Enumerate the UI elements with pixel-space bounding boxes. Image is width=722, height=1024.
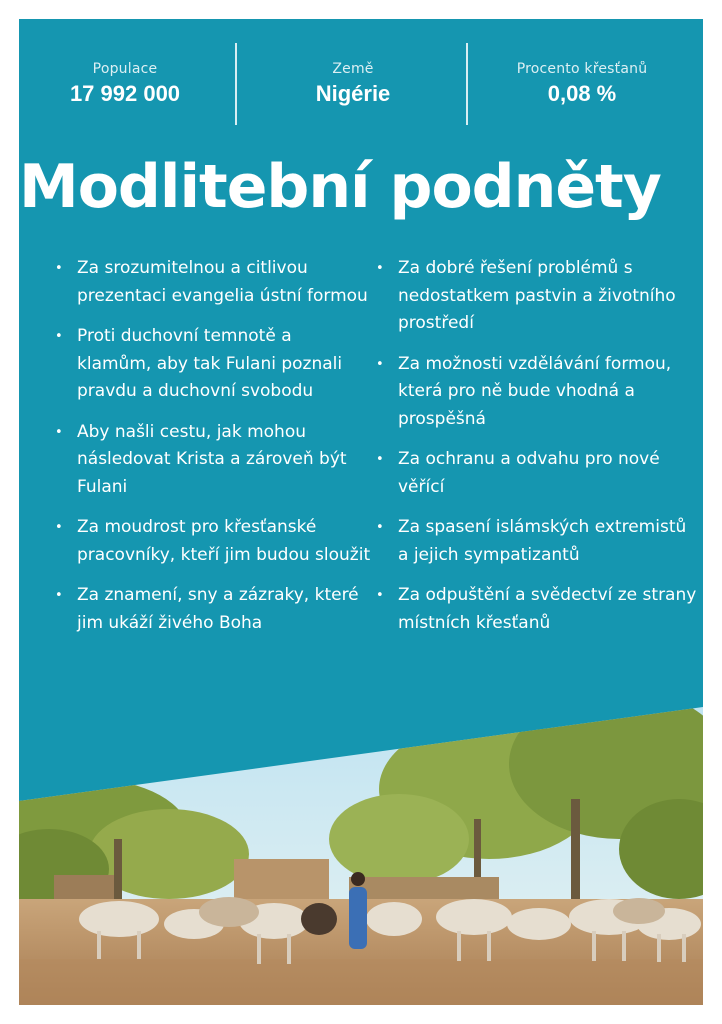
herd-photo bbox=[19, 19, 703, 1005]
prayer-item-text: Za dobré řešení problémů s nedostatkem pastvin a životního prostředí bbox=[398, 258, 676, 333]
prayer-item-text: Aby našli cestu, jak mohou následovat Krista a zároveň být Fulani bbox=[77, 421, 347, 497]
prayer-item-text: Proti duchovní temnotě a klamům, aby tak Fulani poznali pravdu a duchovní svobodu bbox=[77, 326, 343, 401]
prayer-item-text: Za znamení, sny a zázraky, které jim ukáží živého Boha bbox=[77, 585, 359, 633]
prayer-item-text: Za spasení islámských extremistů a jejich sympatizantů bbox=[398, 517, 687, 565]
bullet-icon: • bbox=[55, 424, 63, 440]
prayer-item-text: Za možnosti vzdělávání formou, která pro ně bude vhodná a prospěšná bbox=[398, 353, 672, 429]
bullet-icon: • bbox=[376, 261, 384, 276]
bullet-icon: • bbox=[55, 588, 63, 603]
bullet-icon: • bbox=[376, 356, 384, 372]
stat-christians-label: Procento křesťanů bbox=[516, 61, 648, 77]
stat-christians-value: 0,08 % bbox=[547, 81, 617, 106]
bullet-icon: • bbox=[376, 452, 384, 467]
page-title: Modlitební podněty bbox=[19, 152, 661, 222]
stat-population-value: 17 992 000 bbox=[69, 81, 181, 106]
bullet-icon: • bbox=[376, 588, 384, 603]
stat-country-label: Země bbox=[332, 61, 374, 77]
prayer-card bbox=[19, 19, 703, 1005]
prayer-item-text: Za srozumitelnou a citlivou prezentaci evangelia ústní formou bbox=[77, 258, 368, 306]
stat-population-label: Populace bbox=[92, 61, 158, 77]
bullet-icon: • bbox=[55, 329, 63, 344]
prayer-item-text: Za ochranu a odvahu pro nové věřící bbox=[398, 449, 660, 497]
bullet-icon: • bbox=[55, 261, 63, 276]
prayer-item-text: Za moudrost pro křesťanské pracovníky, kteří jim budou sloužit bbox=[77, 517, 371, 565]
bullet-icon: • bbox=[55, 520, 63, 535]
bullet-icon: • bbox=[376, 520, 384, 535]
prayer-item-text: Za odpuštění a svědectví ze strany místních křesťanů bbox=[398, 585, 697, 633]
stat-country-value: Nigérie bbox=[315, 81, 391, 106]
